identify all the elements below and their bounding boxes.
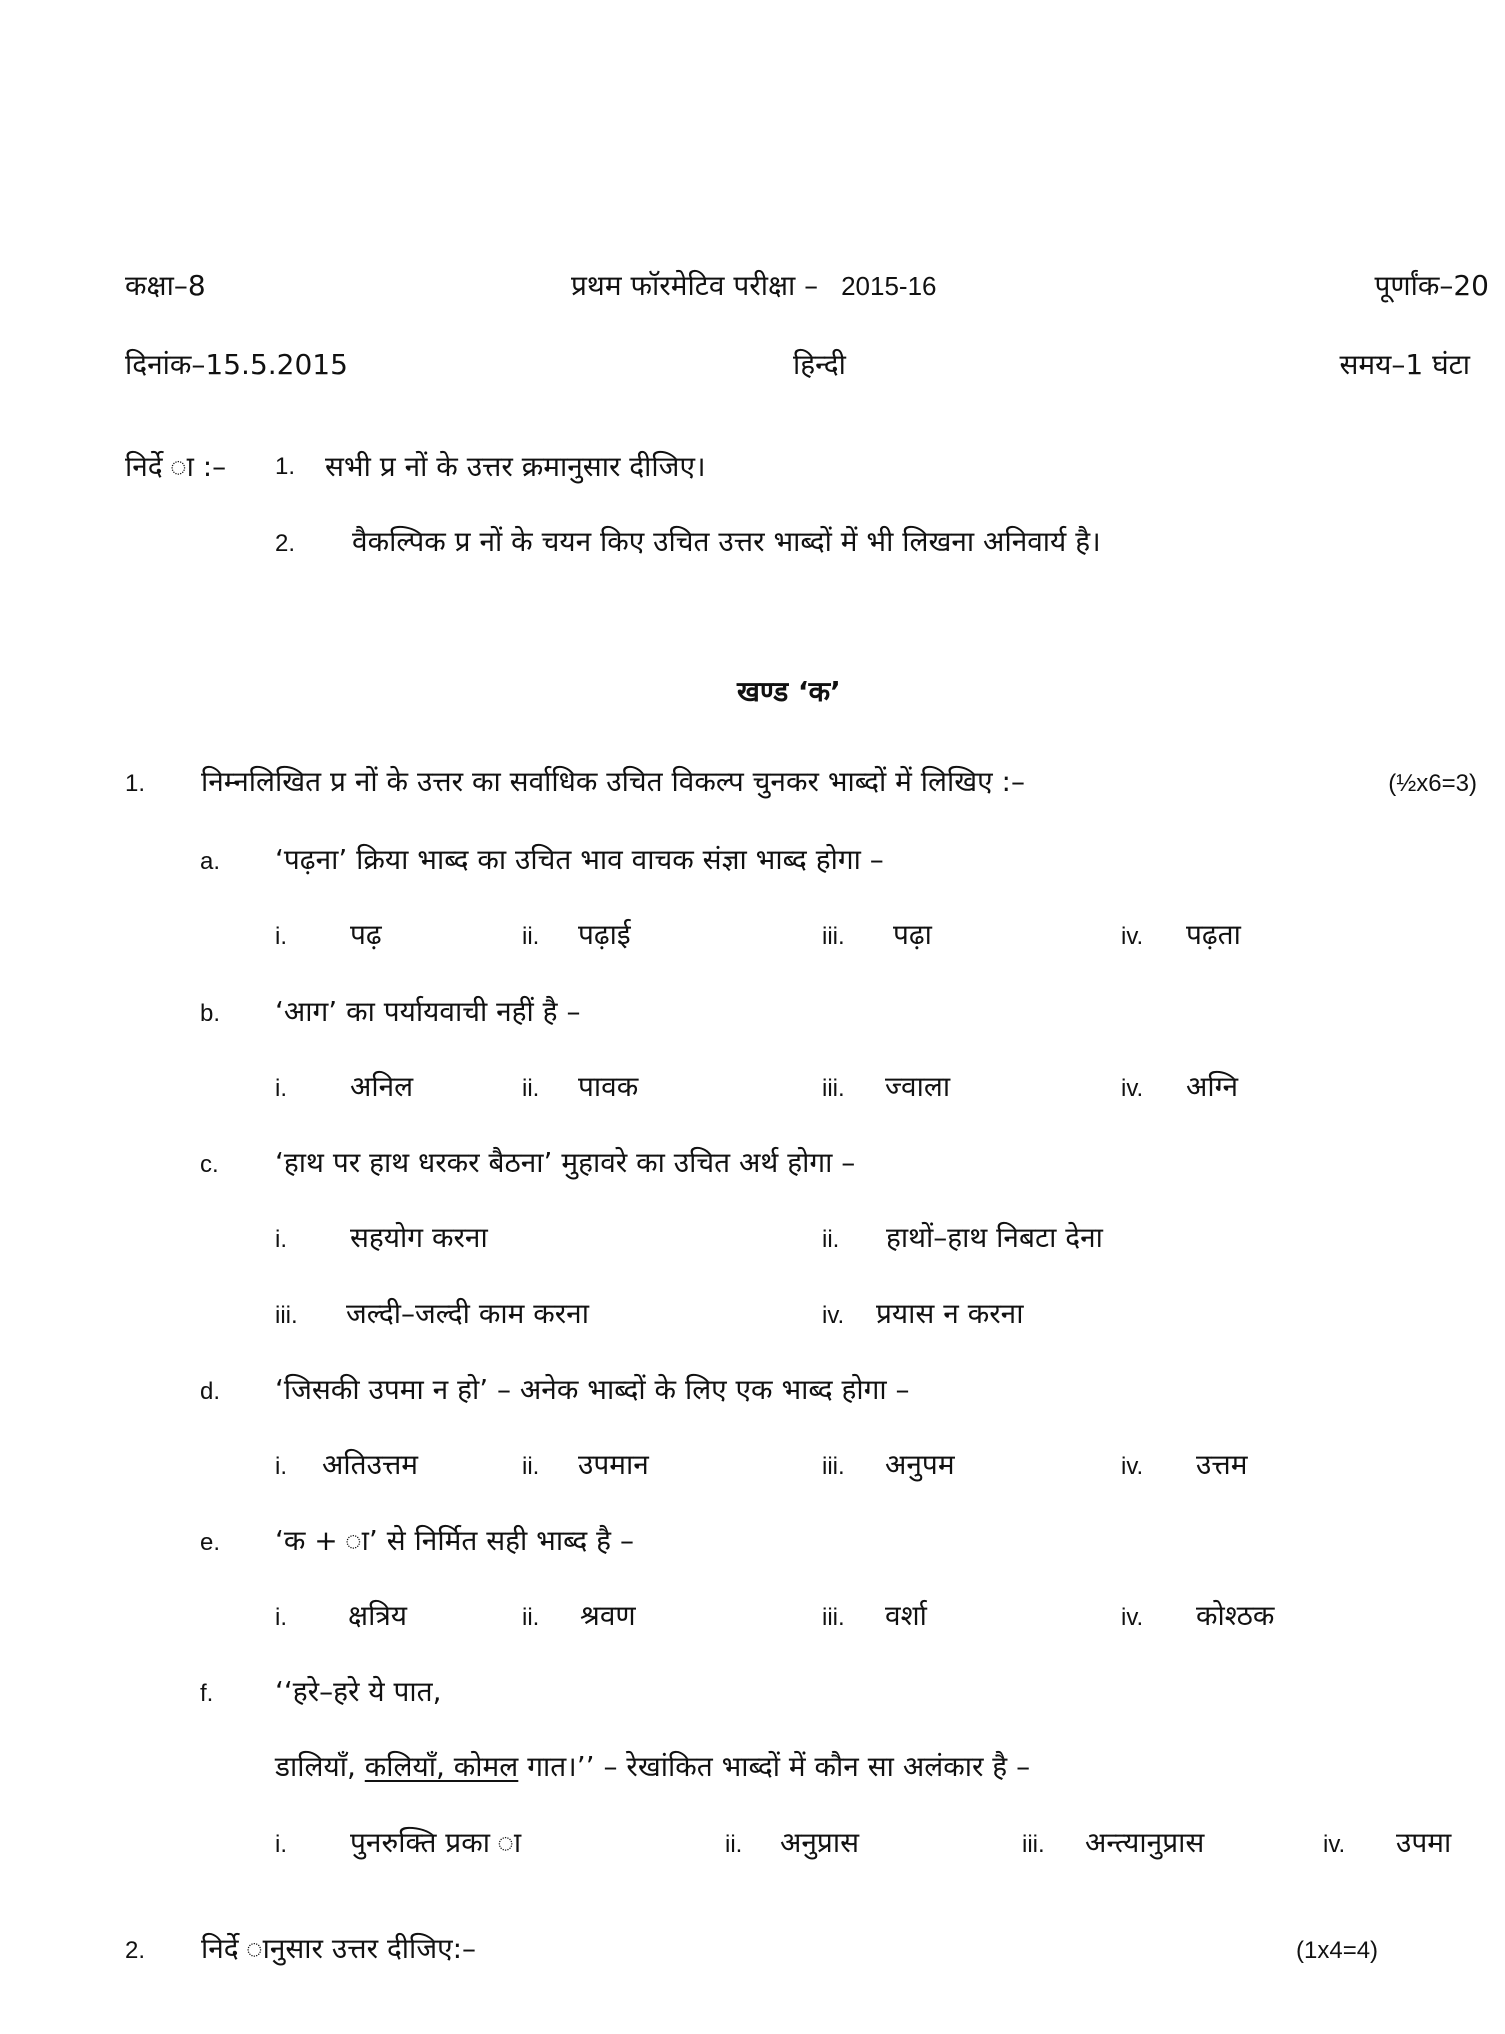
part-e-label: e.	[200, 1529, 221, 1556]
exam-date: दिनांक–15.5.2015	[125, 348, 348, 381]
part-b-option-3: ज्वाला	[885, 1070, 951, 1103]
part-f-label: f.	[200, 1680, 214, 1707]
part-c-option-1: सहयोग करना	[350, 1221, 488, 1254]
part-a-option-4-num: iv.	[1121, 923, 1144, 950]
part-b-option-4-num: iv.	[1121, 1075, 1144, 1102]
part-e-option-3-num: iii.	[822, 1604, 845, 1631]
part-c-option-4-num: iv.	[822, 1302, 845, 1329]
part-c-option-2-num: ii.	[822, 1226, 840, 1253]
part-d-option-4-num: iv.	[1121, 1453, 1144, 1480]
part-f-question-line-2	[275, 1747, 1030, 1785]
question-1-text: निम्नलिखित प्र नों के उत्तर का सर्वाधिक उचित विकल्प चुनकर भाब्दों में लिखिए :–	[201, 765, 1025, 798]
exam-title	[571, 266, 937, 304]
part-b-option-4: अग्नि	[1186, 1070, 1239, 1103]
part-c-option-3: जल्दी–जल्दी काम करना	[346, 1297, 589, 1330]
part-b-option-3-num: iii.	[822, 1075, 845, 1102]
part-c-option-2: हाथों–हाथ निबटा देना	[886, 1221, 1103, 1254]
part-d-option-2: उपमान	[578, 1448, 649, 1481]
part-d-option-1: अतिउत्तम	[322, 1448, 419, 1481]
part-c-option-3-num: iii.	[275, 1302, 298, 1329]
question-1-marks: (½x6=3)	[1388, 770, 1477, 797]
part-d-option-2-num: ii.	[522, 1453, 540, 1480]
part-a-option-1-num: i.	[275, 923, 287, 950]
part-c-option-1-num: i.	[275, 1226, 287, 1253]
question-2-number: 2.	[125, 1937, 146, 1964]
part-d-option-4: उत्तम	[1196, 1448, 1248, 1481]
part-a-option-1: पढ़	[350, 918, 382, 951]
part-f-underlined-words: कलियाँ, कोमल	[364, 1750, 519, 1783]
part-f-option-3: अन्त्यानुप्रास	[1085, 1826, 1205, 1859]
part-d-option-3: अनुपम	[885, 1448, 955, 1481]
part-e-option-4: कोश्ठक	[1196, 1599, 1275, 1632]
part-b-question: ‘आग’ का पर्यायवाची नहीं है –	[275, 995, 581, 1028]
part-b-option-2: पावक	[578, 1070, 639, 1103]
part-a-question: ‘पढ़ना’ क्रिया भाब्द का उचित भाव वाचक संज्ञा भाब्द होगा –	[275, 843, 884, 876]
instruction-2-text: वैकल्पिक प्र नों के चयन किए उचित उत्तर भाब्दों में भी लिखना अनिवार्य है।	[352, 525, 1101, 558]
exam-year: 2015-16	[841, 271, 937, 301]
question-2-marks: (1x4=4)	[1296, 1937, 1379, 1964]
max-marks: पूर्णांक–20	[1374, 269, 1489, 302]
instruction-2-number: 2.	[275, 530, 296, 557]
instruction-1-text: सभी प्र नों के उत्तर क्रमानुसार दीजिए।	[325, 450, 706, 483]
class-label: कक्षा–8	[125, 269, 206, 302]
part-b-option-1: अनिल	[350, 1070, 414, 1103]
part-a-label: a.	[200, 848, 221, 875]
part-d-label: d.	[200, 1378, 221, 1405]
part-c-option-4: प्रयास न करना	[876, 1297, 1024, 1330]
part-a-option-3: पढ़ा	[893, 918, 932, 951]
part-d-option-1-num: i.	[275, 1453, 287, 1480]
part-f-option-2: अनुप्रास	[780, 1826, 860, 1859]
section-title: खण्ड ‘क’	[737, 675, 841, 708]
part-f-option-1-num: i.	[275, 1831, 287, 1858]
part-c-label: c.	[200, 1151, 219, 1178]
part-e-option-2: श्रवण	[580, 1599, 636, 1632]
part-f-option-1: पुनरुक्ति प्रका ा	[350, 1826, 522, 1859]
exam-time: समय–1 घंटा	[1339, 348, 1470, 381]
question-1-number: 1.	[125, 770, 146, 797]
part-b-label: b.	[200, 1000, 221, 1027]
part-f-option-2-num: ii.	[725, 1831, 743, 1858]
part-a-option-2: पढ़ाई	[578, 918, 631, 951]
instruction-1-number: 1.	[275, 453, 296, 480]
instructions-label: निर्दे ा :–	[125, 450, 227, 483]
part-e-question: ‘क + ा’ से निर्मित सही भाब्द है –	[275, 1524, 634, 1557]
part-e-option-1: क्षत्रिय	[348, 1599, 408, 1632]
exam-title-text: प्रथम फॉरमेटिव परीक्षा –	[571, 269, 819, 302]
part-b-option-1-num: i.	[275, 1075, 287, 1102]
part-b-option-2-num: ii.	[522, 1075, 540, 1102]
part-c-question: ‘हाथ पर हाथ धरकर बैठना’ मुहावरे का उचित अर्थ होगा –	[275, 1146, 856, 1179]
part-d-option-3-num: iii.	[822, 1453, 845, 1480]
part-f-option-3-num: iii.	[1022, 1831, 1045, 1858]
subject-title: हिन्दी	[793, 348, 846, 381]
part-f-line2-post: गात।’’ – रेखांकित भाब्दों में कौन सा अलंकार है –	[518, 1750, 1031, 1783]
part-a-option-2-num: ii.	[522, 923, 540, 950]
question-2-text: निर्दे ानुसार उत्तर दीजिए:–	[201, 1932, 477, 1965]
part-f-option-4: उपमा	[1396, 1826, 1452, 1859]
part-e-option-2-num: ii.	[522, 1604, 540, 1631]
part-e-option-3: वर्शा	[885, 1599, 927, 1632]
part-f-line2-pre: डालियाँ,	[275, 1750, 365, 1783]
part-e-option-4-num: iv.	[1121, 1604, 1144, 1631]
part-e-option-1-num: i.	[275, 1604, 287, 1631]
part-d-question: ‘जिसकी उपमा न हो’ – अनेक भाब्दों के लिए एक भाब्द होगा –	[275, 1373, 910, 1406]
part-f-option-4-num: iv.	[1323, 1831, 1346, 1858]
part-a-option-3-num: iii.	[822, 923, 845, 950]
part-f-poem-line-1: ‘‘हरे–हरे ये पात,	[275, 1675, 442, 1708]
part-a-option-4: पढ़ता	[1186, 918, 1241, 951]
